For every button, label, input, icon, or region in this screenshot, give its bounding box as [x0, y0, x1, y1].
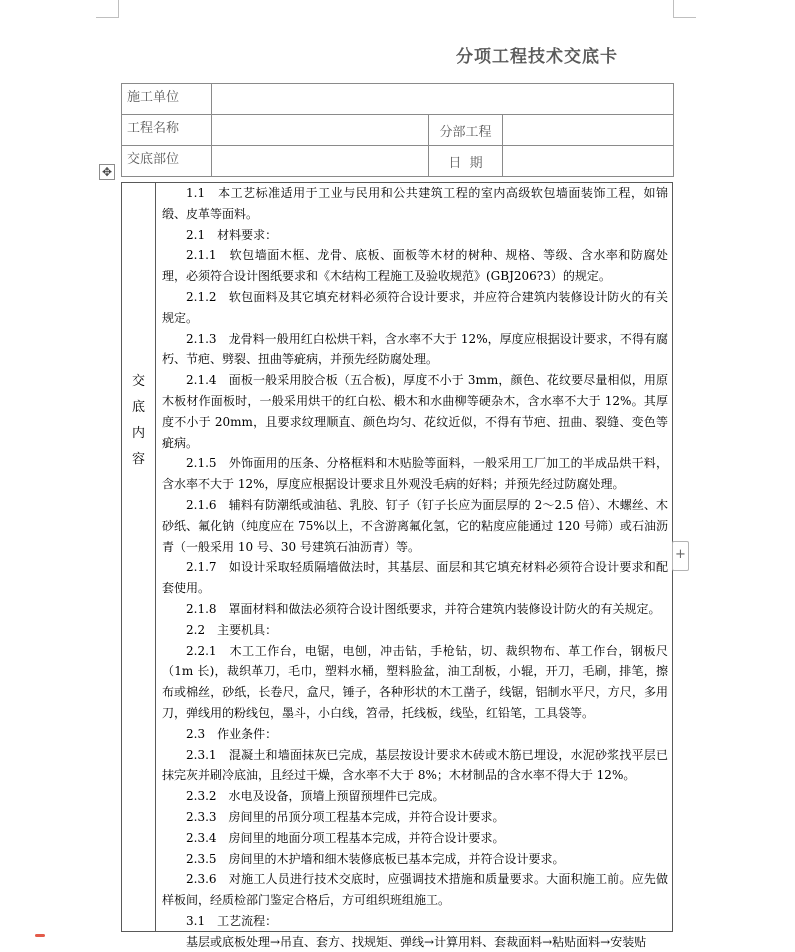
location-value-cell[interactable]	[212, 146, 429, 177]
move-icon[interactable]: ✥	[99, 164, 115, 180]
paragraph: 2.1.7 如设计采取轻质隔墙做法时，其基层、面层和其它填充材料必须符合设计要求和配套使用。	[162, 560, 668, 596]
side-label-char: 底	[131, 400, 145, 415]
paragraph: 1.1 本工艺标准适用于工业与民用和公共建筑工程的室内高级软包墙面装饰工程，如锦缎、皮革等面料。	[162, 186, 668, 221]
paragraph: 2.1.4 面板一般采用胶合板（五合板)，厚度不小于 3mm，颜色、花纹要尽量相似，用原木板材作面板时，一般采用烘干的红白松、椴木和水曲柳等硬杂木，含水率不大于 12%。其厚度不小于 20mm，且要求纹理顺直、颜色均匀、花纹近似，不得有节疤、扭曲、裂缝、变色等疵病。	[162, 373, 668, 450]
location-label: 交底部位	[122, 146, 212, 177]
paragraph: 2.1.8 罩面材料和做法必须符合设计图纸要求，并符合建筑内装修设计防火的有关规定。	[186, 601, 661, 616]
project-value-cell[interactable]	[212, 115, 429, 146]
paragraph: 2.2 主要机具：	[186, 622, 278, 637]
paragraph: 2.3.6 对施工人员进行技术交底时，应强调技术措施和质量要求。大面积施工前。应先做样板间，经质检部门鉴定合格后，方可组织班组施工。	[162, 872, 668, 908]
paragraph: 基层或底板处理→吊直、套方、找规矩、弹线→计算用料、套裁面料→粘贴面料→安装贴	[186, 934, 647, 949]
paragraph: 2.1.2 软包面料及其它填充材料必须符合设计要求，并应符合建筑内装修设计防火的有关规定。	[162, 289, 668, 325]
subproject-value-cell[interactable]	[503, 115, 674, 146]
paragraph: 2.3.4 房间里的地面分项工程基本完成，并符合设计要求。	[186, 830, 505, 845]
unit-value-cell[interactable]	[212, 84, 674, 115]
row-project	[122, 115, 674, 146]
paragraph: 2.1.5 外饰面用的压条、分格框料和木贴脸等面料，一般采用工厂加工的半成品烘干料，含水率不大于 12%，厚度应根据设计要求且外观没毛病的好料；并预先经过防腐处理。	[162, 456, 668, 492]
paragraph: 2.3.1 混凝土和墙面抹灰已完成，基层按设计要求木砖或木筋已埋设，水泥砂浆找平层已抹完灰并刷冷底油，且经过干燥，含水率不大于 8%；木材制品的含水率不得大于 12%。	[162, 747, 668, 783]
paragraph: 3.1 工艺流程：	[186, 913, 278, 928]
side-label-char: 交	[131, 374, 145, 389]
side-label-char: 容	[131, 452, 145, 467]
paragraph: 2.1.3 龙骨料一般用红白松烘干料，含水率不大于 12%，厚度应根据设计要求，不得有腐朽、节疤、劈裂、扭曲等疵病，并预先经防腐处理。	[162, 331, 668, 367]
add-icon[interactable]: +	[672, 541, 689, 571]
paragraph: 2.2.1 木工工作台，电锯，电刨，冲击钻，手枪钻，切、裁织物布、革工作台，钢板尺（1m 长)，裁织革刀，毛巾，塑料水桶，塑料脸盆，油工刮板，小辊，开刀，毛刷，排笔，擦布或棉丝，砂纸，长卷尺，盒尺，锤子，各种形状的木工凿子，线锯，铝制水平尺，方尺，多用刀，弹线用的粉线包，墨斗，小白线，笤帚，托线板，线坠，红铅笔，工具袋等。	[162, 643, 668, 720]
paragraph: 2.1 材料要求：	[186, 227, 278, 242]
paragraph: 2.3.5 房间里的木护墙和细木装修底板已基本完成，并符合设计要求。	[186, 851, 565, 866]
header-table	[121, 83, 674, 177]
content-box	[121, 182, 673, 949]
side-label-char: 内	[131, 426, 145, 441]
paragraph: 2.3.2 水电及设备，顶墙上预留预埋件已完成。	[186, 789, 445, 804]
crop-mark-top-right	[673, 0, 696, 18]
content-cell[interactable]	[162, 183, 668, 952]
project-label: 工程名称	[122, 115, 212, 146]
unit-label: 施工单位	[122, 84, 212, 115]
row-unit	[122, 84, 674, 115]
paragraph: 2.1.1 软包墙面木框、龙骨、底板、面板等木材的树种、规格、等级、含水率和防腐处理，必须符合设计图纸要求和《木结构工程施工及验收规范》(GBJ206?3）的规定。	[162, 248, 668, 284]
crop-mark-top-left	[96, 0, 119, 18]
paragraph: 2.3 作业条件：	[186, 726, 278, 741]
side-label	[122, 371, 155, 475]
date-label: 日 期	[429, 146, 503, 177]
subproject-label: 分部工程	[429, 115, 503, 146]
paragraph: 2.3.3 房间里的吊顶分项工程基本完成，并符合设计要求。	[186, 809, 505, 824]
side-label-cell	[122, 183, 156, 931]
cursor-mark	[35, 934, 45, 937]
date-value-cell[interactable]	[503, 146, 674, 177]
paragraph: 2.1.6 辅料有防潮纸或油毡、乳胶、钉子（钉子长应为面层厚的 2～2.5 倍）、木螺丝、木砂纸、氟化钠（纯度应在 75%以上，不含游离氟化氢，它的粘度应能通过 120 号筛）或石油沥青（一般采用 10 号、30 号建筑石油沥青）等。	[162, 497, 668, 554]
row-location	[122, 146, 674, 177]
document-title: 分项工程技术交底卡	[456, 47, 618, 67]
